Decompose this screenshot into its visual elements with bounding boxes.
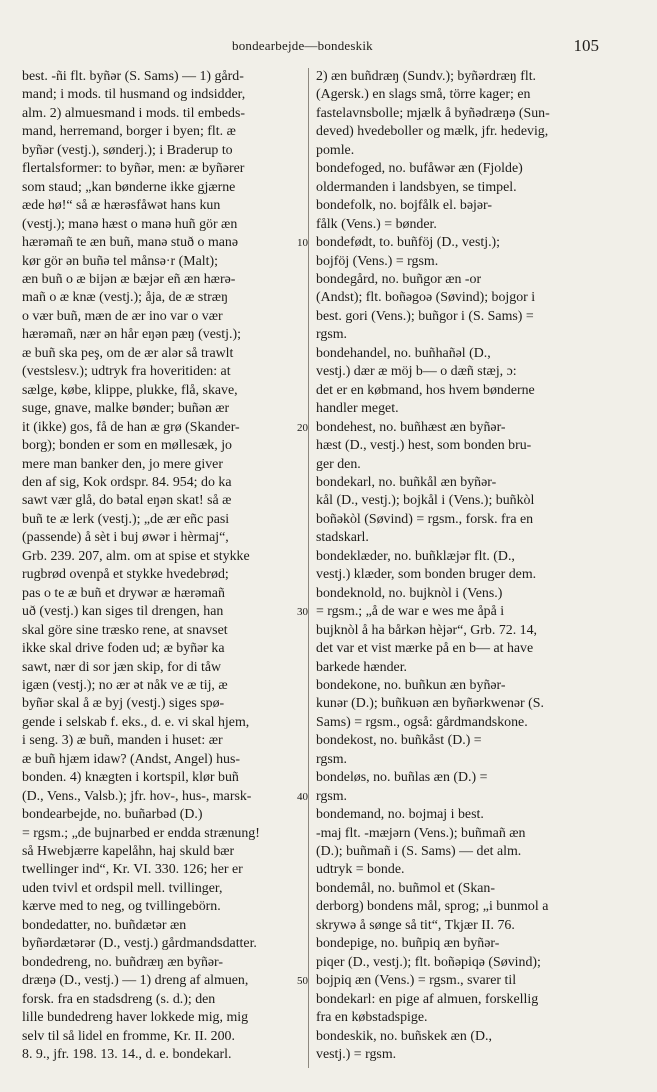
text-line: bondefødt, to. buñföj (D., vestj.); (316, 235, 501, 251)
line-number: 50 (297, 975, 308, 988)
text-line: mere man banker den, jo mere giver (22, 456, 223, 472)
text-line: -maj flt. -mæjərn (Vens.); buñmañ æn (316, 825, 526, 841)
text-line: æde hø!“ så æ hærəsfåwət hans kun (22, 198, 221, 214)
text-line: borg); bonden er som en møllesæk, jo (22, 438, 233, 454)
text-line: = rgsm.; „de bujnarbed er endda strænung! (22, 825, 260, 841)
text-line: kærve med to neg, og tvillingebörn. (22, 899, 221, 915)
text-line: (Agersk.) en slags små, törre kager; en (316, 87, 531, 103)
page-header (0, 36, 657, 60)
text-line: bondemand, no. bojmaj i best. (316, 807, 484, 823)
text-line: (passende) å sèt i buj øwər i hèrmaj“, (22, 530, 229, 546)
text-line: rgsm. (316, 327, 348, 343)
text-line: bojföj (Vens.) = rgsm. (316, 253, 439, 269)
text-line: bondehandel, no. buñhañəl (D., (316, 345, 491, 361)
text-line: Sams) = rgsm., også: gårdmandskone. (316, 714, 528, 730)
text-line: mañ o æ knæ (vestj.); åja, de æ stræŋ (22, 290, 228, 306)
text-line: bondearbejde, no. buñarbəd (D.) (22, 807, 203, 823)
text-line: bonden. 4) knægten i kortspil, klør buñ (22, 770, 239, 786)
text-line: hæst (D., vestj.) hest, som bonden bru- (316, 438, 532, 454)
left-column (22, 68, 300, 1064)
text-line: 2) æn buñdræŋ (Sundv.); byñərdræŋ flt. (316, 69, 537, 84)
text-line: ger den. (316, 456, 361, 472)
text-line: twellinger ind“, Kr. VI. 330. 126; her er (22, 862, 243, 878)
text-line: vestj.) dær æ möj b— o dæñ stæj, ɔ: (316, 364, 517, 380)
line-number: 10 (297, 237, 308, 250)
text-line: bondekarl: en pige af almuen, forskellig (316, 991, 539, 1007)
text-line: sawt, nær di sor jæn skip, for di tåw (22, 659, 222, 675)
text-line: det var et vist mærke på en b— at have (316, 641, 534, 657)
text-line: bondeknold, no. bujknòl i (Vens.) (316, 585, 503, 601)
text-line: fra en købstadspige. (316, 1010, 428, 1026)
text-line: stadskarl. (316, 530, 369, 546)
text-line: (vestslesv.); udtryk fra hoveritiden: at (22, 364, 231, 380)
text-line: uð (vestj.) kan siges til drengen, han (22, 604, 224, 620)
text-line: it (ikke) gos, få de han æ grø (Skander- (22, 419, 240, 435)
text-line: (Andst); flt. boñəgoə (Søvind); bojgor i (316, 290, 536, 306)
text-line: kør gör ən buñə tel månsə·r (Malt); (22, 253, 218, 269)
text-line: byñər (vestj.), sønderj.); i Braderup to (22, 142, 233, 158)
text-line: bondeskik, no. buñskek æn (D., (316, 1028, 492, 1044)
text-line: vestj.) = rgsm. (316, 1047, 397, 1063)
text-line: bondefoged, no. bufåwər æn (Fjolde) (316, 161, 523, 177)
text-line: bondeklæder, no. buñklæjər flt. (D., (316, 548, 515, 564)
text-line: bujknòl å ha bårkən hèjər“, Grb. 72. 14, (316, 622, 538, 638)
text-line: handler meget. (316, 401, 399, 417)
text-line: lille bundedreng haver lokkede mig, mig (22, 1010, 249, 1026)
text-line: fastelavnsbolle; mjælk å byñədræŋə (Sun- (316, 105, 550, 121)
text-line: æn buñ o æ bijən æ bæjər eñ æn hærə- (22, 271, 236, 287)
text-line: uden tvivl et ordspil mell. tvillinger, (22, 880, 223, 896)
text-line: igæn (vestj.); no ær ət nåk ve æ tij, æ (22, 677, 228, 693)
text-line: bondeløs, no. buñlas æn (D.) = (316, 770, 488, 786)
text-line: best. -ñi flt. byñər (S. Sams) — 1) gård- (22, 69, 244, 84)
text-line: i seng. 3) æ buñ, manden i huset: ær (22, 733, 223, 749)
text-line: dræŋə (D., vestj.) — 1) dreng af almuen, (22, 973, 249, 989)
text-line: 8. 9., jfr. 198. 13. 14., d. e. bondekarl. (22, 1047, 232, 1063)
text-line: rgsm. (316, 751, 348, 767)
column-divider (308, 68, 309, 1068)
text-line: suge, gnave, malke bønder; buñən ær (22, 401, 230, 417)
text-line: pas o te æ buñ et drywər æ hærəmañ (22, 585, 225, 601)
text-line: bondekarl, no. buñkål æn byñər- (316, 474, 497, 490)
text-line: så Hwebjærre kapelåhn, haj skuld bær (22, 844, 235, 860)
text-line: ikke skal drive foden ud; æ byñər ka (22, 641, 225, 657)
page-number: 105 (573, 36, 599, 55)
text-line: det er en købmand, hos hvem bønderne (316, 382, 535, 398)
right-column (316, 68, 599, 1064)
text-line: æ buñ ska peş, om de ær alər så trawlt (22, 345, 234, 361)
text-line: vestj.) klæder, som bonden bruger dem. (316, 567, 537, 583)
text-line: skrywə å sønge så tit“, Tkjær II. 76. (316, 917, 515, 933)
text-line: Grb. 239. 207, alm. om at spise et stykke (22, 548, 250, 564)
text-line: bojpiq æn (Vens.) = rgsm., svarer til (316, 973, 517, 989)
text-line: deved) hvedeboller og mælk, jfr. hedevig, (316, 124, 549, 140)
text-line: byñər skal å æ byj (vestj.) siges spø- (22, 696, 225, 712)
text-line: bondedatter, no. buñdætər æn (22, 917, 187, 933)
text-line: bondehest, no. buñhæst æn byñər- (316, 419, 506, 435)
text-line: pomle. (316, 142, 355, 158)
text-line: byñərdætərər (D., vestj.) gårdmandsdatter. (22, 936, 257, 952)
line-number: 20 (297, 421, 308, 434)
text-line: bondepige, no. buñpiq æn byñər- (316, 936, 500, 952)
text-line: bondefolk, no. bojfålk el. bəjər- (316, 198, 492, 214)
text-line: alm. 2) almuesmand i mods. til embeds- (22, 105, 245, 121)
text-line: bondedreng, no. buñdræŋ æn byñər- (22, 954, 224, 970)
text-line: o vær buñ, mæn de ær ino var o vær (22, 308, 223, 324)
text-line: rugbrød ovenpå et stykke hvedebrød; (22, 567, 229, 583)
text-line: derborg) bondens mål, sprog; „i bunmol a (316, 899, 549, 915)
text-line: mand, herremand, borger i byen; flt. æ (22, 124, 236, 140)
text-line: oldermanden i landsbyen, se timpel. (316, 179, 517, 195)
text-line: barkede hænder. (316, 659, 408, 675)
text-line: (D., Vens., Valsb.); jfr. hov-, hus-, marsk- (22, 788, 252, 804)
text-line: bondemål, no. buñmol et (Skan- (316, 880, 496, 896)
text-line: = rgsm.; „å de war e wes me åpå i (316, 604, 505, 620)
text-line: bondegård, no. buñgor æn -or (316, 271, 482, 287)
text-line: kunər (D.); buñkuən æn byñərkwenər (S. (316, 696, 544, 712)
line-number: 30 (297, 606, 308, 619)
text-line: den af sig, Kok ordspr. 84. 954; do ka (22, 474, 232, 490)
text-line: sælge, købe, klippe, plukke, flå, skave, (22, 382, 238, 398)
text-line: kål (D., vestj.); bojkål i (Vens.); buñkòl (316, 493, 535, 509)
text-line: fålk (Vens.) = bønder. (316, 216, 437, 232)
text-line: bondekost, no. buñkåst (D.) = (316, 733, 482, 749)
text-line: best. gori (Vens.); buñgor i (S. Sams) = (316, 308, 534, 324)
text-line: flertalsformer: to byñər, men: æ byñərer (22, 161, 245, 177)
text-line: udtryk = bonde. (316, 862, 405, 878)
text-line: selv til så lidel en fromme, Kr. II. 200. (22, 1028, 235, 1044)
text-line: æ buñ hjæm idaw? (Andst, Angel) hus- (22, 751, 240, 767)
line-number: 40 (297, 790, 308, 803)
text-line: skal göre sine træsko rene, at snavset (22, 622, 228, 638)
text-line: boñəkòl (Søvind) = rgsm., forsk. fra en (316, 511, 534, 527)
text-line: rgsm. (316, 788, 348, 804)
text-line: forsk. fra en stadsdreng (s. d.); den (22, 991, 216, 1007)
text-line: buñ te æ lerk (vestj.); „de ær eñc pasi (22, 511, 230, 527)
text-line: hærəmañ te æn buñ, manə stuð o manə (22, 235, 239, 251)
text-line: gende i selskab f. eks., d. e. vi skal hjem, (22, 714, 250, 730)
text-line: piqer (D., vestj.); flt. boñəpiqə (Søvind); (316, 954, 541, 970)
text-line: hærəmañ, nær ən hår eŋən pæŋ (vestj.); (22, 327, 241, 343)
text-line: (D.); buñmañ i (S. Sams) — det alm. (316, 844, 522, 860)
text-line: (vestj.); manə hæst o manə huñ gör æn (22, 216, 238, 232)
text-line: bondekone, no. buñkun æn byñər- (316, 677, 506, 693)
text-line: som staud; „kan bønderne ikke gjærne (22, 179, 236, 195)
text-line: mand; i mods. til husmand og indsidder, (22, 87, 246, 103)
running-title: bondearbejde—bondeskik (232, 38, 373, 53)
text-line: sawt vær glå, do bətal eŋən skat! så æ (22, 493, 232, 509)
